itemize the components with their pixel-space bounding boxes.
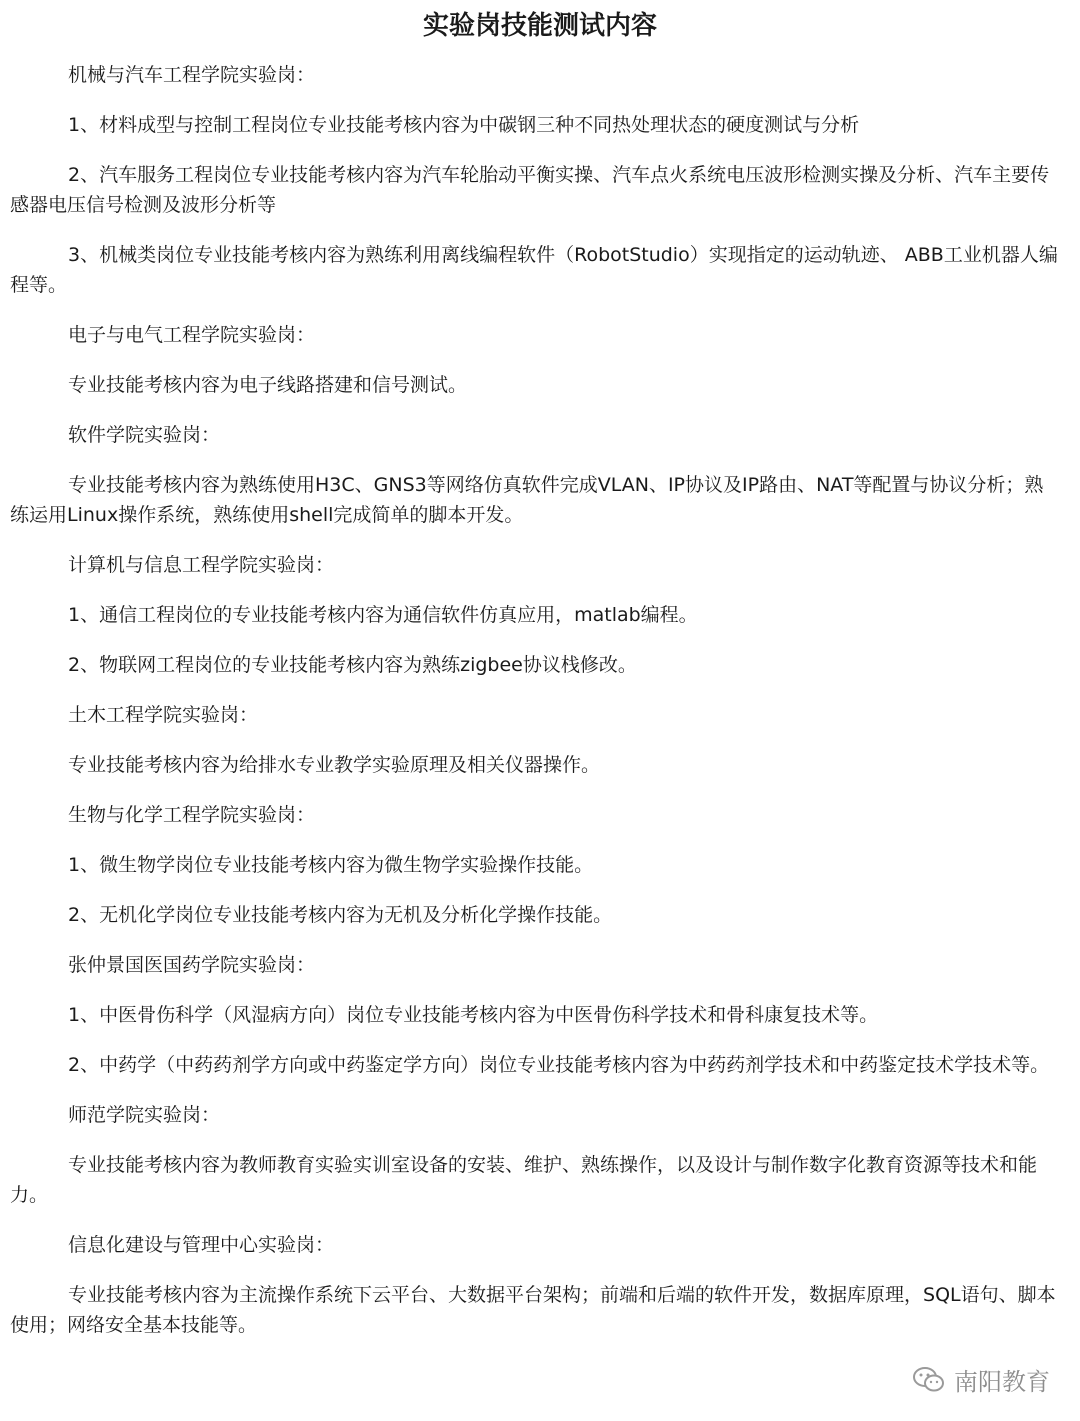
watermark-text: 南阳教育 (954, 1368, 1050, 1396)
document-body (10, 60, 1062, 1360)
document-title: 实验岗技能测试内容 (422, 11, 657, 41)
wechat-icon (912, 1365, 946, 1395)
paragraph: 专业技能考核内容为教师教育实验实训室设备的安装、维护、熟练操作，以及设计与制作数字化教育资源等技术和能力。 (10, 1154, 1038, 1206)
paragraph: 计算机与信息工程学院实验岗： (68, 554, 335, 576)
paragraph: 电子与电气工程学院实验岗： (68, 324, 316, 346)
paragraph: 3、机械类岗位专业技能考核内容为熟练利用离线编程软件（RobotStudio）实现指定的运动轨迹、 ABB工业机器人编程等。 (10, 244, 1058, 296)
paragraph: 生物与化学工程学院实验岗： (68, 804, 316, 826)
paragraph: 1、通信工程岗位的专业技能考核内容为通信软件仿真应用，matlab编程。 (68, 604, 698, 626)
paragraph: 2、无机化学岗位专业技能考核内容为无机及分析化学操作技能。 (68, 904, 613, 926)
paragraph: 土木工程学院实验岗： (68, 704, 259, 726)
paragraph: 2、中药学（中药药剂学方向或中药鉴定学方向）岗位专业技能考核内容为中药药剂学技术和中药鉴定技术学技术等。 (68, 1054, 1050, 1076)
paragraph: 1、中医骨伤科学（风湿病方向）岗位专业技能考核内容为中医骨伤科学技术和骨科康复技术等。 (68, 1004, 879, 1026)
paragraph: 专业技能考核内容为给排水专业教学实验原理及相关仪器操作。 (68, 754, 601, 776)
paragraph: 张仲景国医国药学院实验岗： (68, 954, 316, 976)
paragraph: 2、物联网工程岗位的专业技能考核内容为熟练zigbee协议栈修改。 (68, 654, 637, 676)
paragraph: 专业技能考核内容为熟练使用H3C、GNS3等网络仿真软件完成VLAN、IP协议及IP路由、NAT等配置与协议分析；熟练运用Linux操作系统，熟练使用shell完成简单的脚本开发。 (10, 474, 1044, 526)
paragraph: 专业技能考核内容为电子线路搭建和信号测试。 (68, 374, 468, 396)
paragraph: 2、汽车服务工程岗位专业技能考核内容为汽车轮胎动平衡实操、汽车点火系统电压波形检测实操及分析、汽车主要传感器电压信号检测及波形分析等 (10, 164, 1050, 216)
paragraph: 1、材料成型与控制工程岗位专业技能考核内容为中碳钢三种不同热处理状态的硬度测试与分析 (68, 114, 860, 136)
watermark (912, 1362, 1050, 1397)
paragraph: 师范学院实验岗： (68, 1104, 221, 1126)
paragraph: 专业技能考核内容为主流操作系统下云平台、大数据平台架构；前端和后端的软件开发，数据库原理，SQL语句、脚本使用；网络安全基本技能等。 (10, 1284, 1056, 1336)
paragraph: 软件学院实验岗： (68, 424, 221, 446)
paragraph: 信息化建设与管理中心实验岗： (68, 1234, 335, 1256)
paragraph: 1、微生物学岗位专业技能考核内容为微生物学实验操作技能。 (68, 854, 594, 876)
paragraph: 机械与汽车工程学院实验岗： (68, 64, 316, 86)
